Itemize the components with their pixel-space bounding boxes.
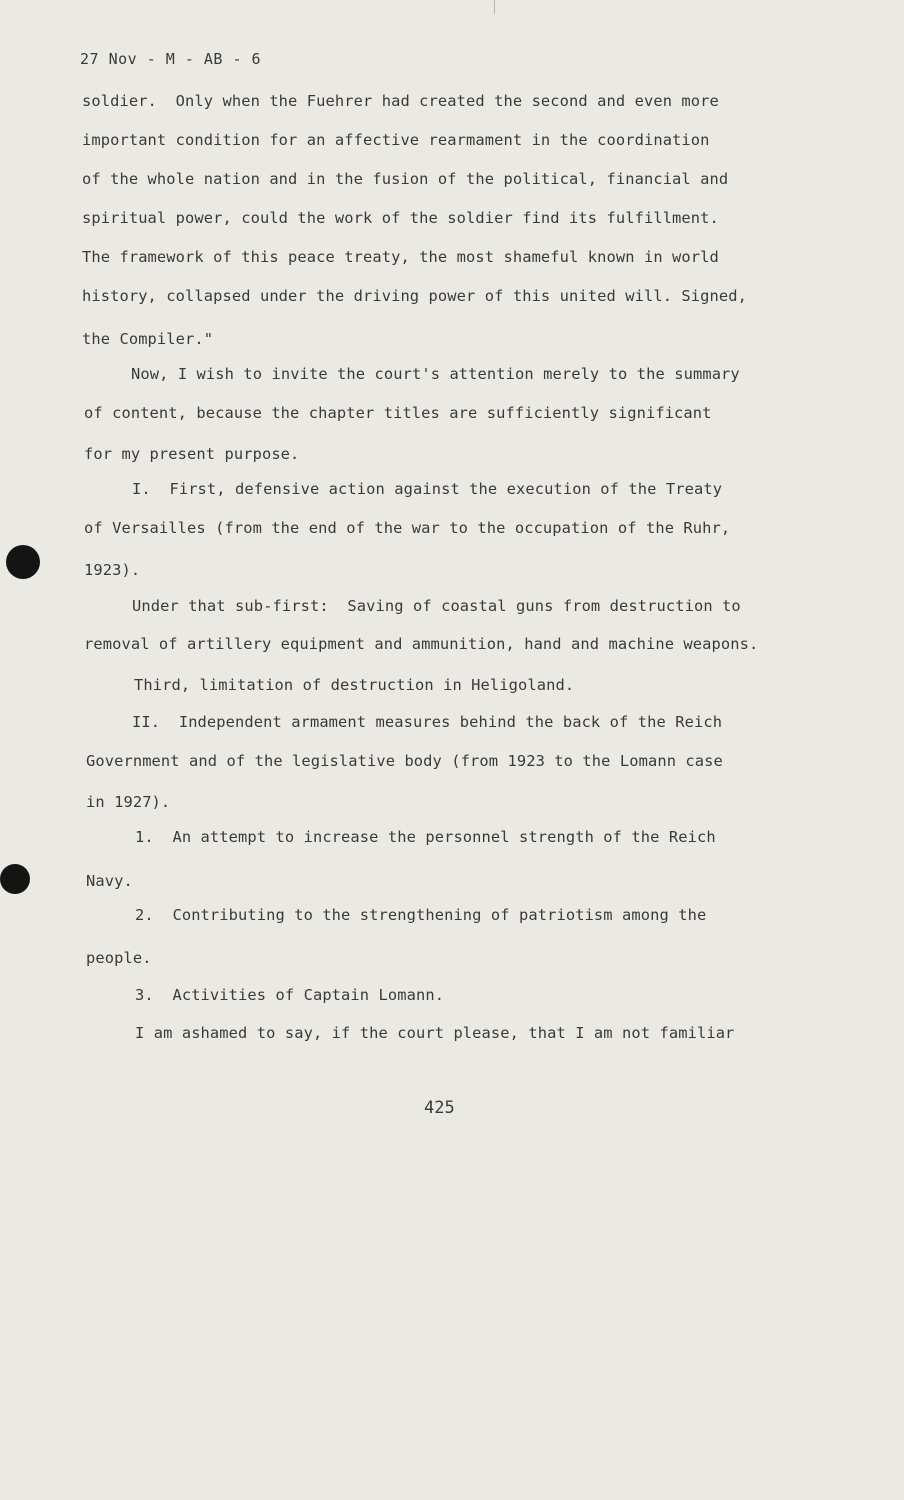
text-line: people. (86, 949, 152, 967)
page-header: 27 Nov - M - AB - 6 (80, 50, 262, 68)
text-line: the Compiler." (82, 330, 214, 348)
text-line: of Versailles (from the end of the war to the occupation of the Ruhr, (84, 519, 731, 537)
fold-mark (494, 0, 495, 14)
punch-hole (6, 545, 40, 579)
text-line: history, collapsed under the driving power of this united will. Signed, (82, 287, 747, 305)
text-line: 1. An attempt to increase the personnel strength of the Reich (135, 828, 716, 846)
text-line: Now, I wish to invite the court's attention merely to the summary (131, 365, 740, 383)
text-line: I am ashamed to say, if the court please, that I am not familiar (135, 1024, 735, 1042)
text-line: soldier. Only when the Fuehrer had created the second and even more (82, 92, 719, 110)
text-line: I. First, defensive action against the execution of the Treaty (132, 480, 723, 498)
text-line: 1923). (84, 561, 141, 579)
text-line: 3. Activities of Captain Lomann. (135, 986, 445, 1004)
text-line: The framework of this peace treaty, the most shameful known in world (82, 248, 719, 266)
text-line: of the whole nation and in the fusion of the political, financial and (82, 170, 729, 188)
page-number: 425 (424, 1098, 455, 1118)
text-line: for my present purpose. (84, 445, 300, 463)
text-line: 2. Contributing to the strengthening of patriotism among the (135, 906, 707, 924)
text-line: in 1927). (86, 793, 171, 811)
text-line: II. Independent armament measures behind the back of the Reich (132, 713, 723, 731)
text-line: important condition for an affective rearmament in the coordination (82, 131, 710, 149)
text-line: Navy. (86, 872, 133, 890)
text-line: of content, because the chapter titles are sufficiently significant (84, 404, 712, 422)
text-line: Third, limitation of destruction in Heligoland. (134, 676, 575, 694)
text-line: Government and of the legislative body (from 1923 to the Lomann case (86, 752, 723, 770)
text-line: removal of artillery equipment and ammunition, hand and machine weapons. (84, 635, 759, 653)
text-line: Under that sub-first: Saving of coastal guns from destruction to (132, 597, 741, 615)
text-line: spiritual power, could the work of the soldier find its fulfillment. (82, 209, 719, 227)
punch-hole (0, 864, 30, 894)
